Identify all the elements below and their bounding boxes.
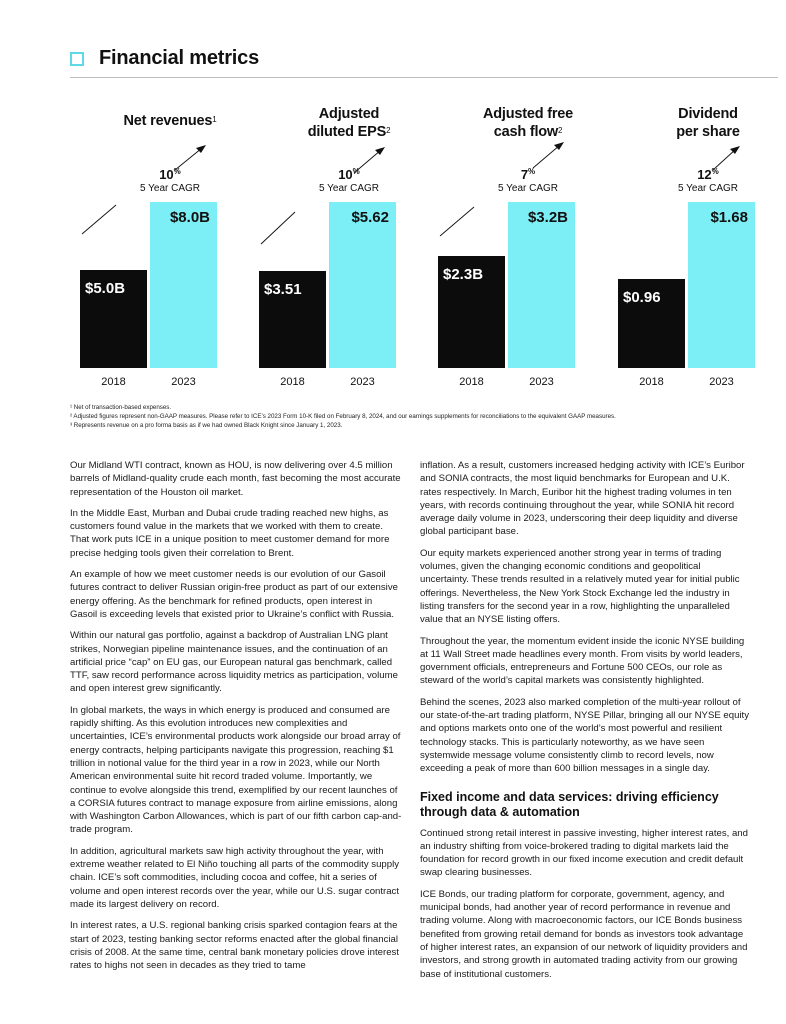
metric-title: Dividend per share bbox=[676, 106, 740, 140]
cagr-value: 7% bbox=[520, 167, 536, 182]
paragraph: inflation. As a result, customers increased hedging activity with ICE’s Euribor and SONIA contracts, the most liquid benchmarks for European and U.K. rates respectively. In March, Euribor hit the highest trading volumes in ten years, with records continuing throughout the year, while SONIA hit record average daily volume in 2023, underscoring their deep liquidity and diverse global participant base. bbox=[420, 460, 745, 538]
paragraph: Our Midland WTI contract, known as HOU, is now delivering over 4.5 million barrels of Midland-quality crude each month, fast becoming the most accurate representation of the Houston oil market. bbox=[70, 460, 401, 498]
bar-label-2023: $3.2B bbox=[527, 209, 568, 226]
metric-adjusted-eps bbox=[259, 0, 439, 400]
footnote-2: ² Adjusted figures represent non-GAAP measures. Please refer to ICE’s 2023 Form 10-K filed on February 8, 2024, and our earnings supplements for reconciliations to the equivalent GAAP measures. bbox=[70, 413, 616, 420]
trend-line bbox=[261, 212, 295, 244]
bar-label-2018: $5.0B bbox=[85, 280, 126, 297]
body-column-left bbox=[70, 459, 402, 980]
bar-label-2018: $2.3B bbox=[443, 266, 484, 283]
year-label-2023: 2023 bbox=[529, 376, 554, 388]
bar-2023 bbox=[688, 202, 755, 368]
trend-line bbox=[82, 205, 116, 234]
footnotes bbox=[70, 403, 780, 430]
paragraph: Continued strong retail interest in passive investing, higher interest rates, and an industry shifting from voice-brokered trading to digital markets laid the foundation for record growth in our fixed income execution and credit default swap clearing businesses. bbox=[420, 827, 748, 879]
bar-label-2023: $1.68 bbox=[710, 209, 748, 226]
paragraph: Throughout the year, the momentum evident inside the iconic NYSE building at 11 Wall Street made headlines every month. From visits by world leaders, government officials, entrepreneurs and Fortune 500 CEOs, our role as steward of the world’s capital markets was consistently highlighted. bbox=[420, 635, 745, 687]
metric-dividend-per-share bbox=[618, 0, 786, 400]
bar-2023 bbox=[150, 202, 217, 368]
bar-2018 bbox=[618, 279, 685, 368]
paragraph: In the Middle East, Murban and Dubai crude trading reached new highs, as customers found value in the markets that we worked with them to create. That work puts ICE in a unique position to meet customer demand for more precise hedging tools given their correlation to Brent. bbox=[70, 507, 390, 559]
page-title: Financial metrics bbox=[99, 47, 259, 69]
cagr-value: 10% bbox=[338, 167, 360, 182]
bar-2018 bbox=[80, 270, 147, 368]
year-label-2023: 2023 bbox=[350, 376, 375, 388]
bar-label-2018: $0.96 bbox=[623, 289, 661, 306]
metric-free-cash-flow bbox=[438, 0, 618, 400]
footnote-3: ³ Represents revenue on a pro forma basis as if we had owned Black Knight since January 1, 2023. bbox=[70, 422, 343, 429]
paragraph: In addition, agricultural markets saw high activity throughout the year, with extreme weather related to El Niño touching all parts of the commodity supply chain. ICE’s soft commodities, including cocoa and coffee, hit a series of volume and open interest records over the year, while our U.S. sugar contract made its largest delivery on record. bbox=[70, 845, 400, 910]
footnote-1: ¹ Net of transaction-based expenses. bbox=[70, 404, 172, 411]
year-label-2018: 2018 bbox=[280, 376, 305, 388]
metric-title: Net revenues$^1$ bbox=[123, 113, 217, 129]
metric-net-revenues bbox=[80, 0, 260, 400]
paragraph: Behind the scenes, 2023 also marked completion of the multi-year rollout of our state-of-the-art trading platform, NYSE Pillar, bringing all our NYSE equity and options markets onto one of the world’s most powerful and resilient technology stacks. This is particularly noteworthy, as we have seen systemwide message volume consistently climb to record levels, now exceeding a peak of more than 600 billion messages in a single day. bbox=[420, 696, 750, 775]
cagr-label: 5 Year CAGR bbox=[497, 183, 559, 194]
trend-line bbox=[440, 207, 474, 236]
metric-title: Adjusted diluted EPS$^2$ bbox=[307, 106, 391, 140]
bar-2023 bbox=[329, 202, 396, 368]
year-label-2018: 2018 bbox=[101, 376, 126, 388]
cagr-value: 12% bbox=[697, 167, 719, 182]
year-label-2023: 2023 bbox=[709, 376, 734, 388]
year-label-2018: 2018 bbox=[639, 376, 664, 388]
paragraph: Our equity markets experienced another strong year in terms of trading volumes, given the changing economic conditions and geopolitical uncertainty. These trends resulted in a relatively muted year for initial public offerings. Nevertheless, the New York Stock Exchange led the industry in listing transfers for the second year in a row, highlighting the unparalleled value that an NYSE listing offers. bbox=[420, 547, 740, 626]
year-label-2023: 2023 bbox=[171, 376, 196, 388]
cagr-label: 5 Year CAGR bbox=[318, 183, 380, 194]
paragraph: In global markets, the ways in which energy is produced and consumed are rapidly shifting. As this evolution introduces new complexities and uncertainties, ICE’s environmental products work alongside our broad array of energy contracts, helping participants navigate this progression, reaching $1 trillion in notional value for the third year in a row in 2023, while our North American environmental suite hit record traded volume. Importantly, we continue to evolve alongside this trend, exemplified by our recent launches of a CORSIA futures contract to manage exposure from airline emissions, along with Washington Carbon Allowances, which is part of our fifth carbon cap-and-trade program. bbox=[70, 704, 402, 836]
trend-arrow-shaft bbox=[533, 145, 560, 168]
bar-label-2023: $5.62 bbox=[351, 209, 389, 226]
metric-title: Adjusted free cash flow$^2$ bbox=[482, 106, 574, 140]
paragraph: Within our natural gas portfolio, against a backdrop of Australian LNG plant strikes, Norwegian pipeline maintenance issues, and the continuation of an artificial price “cap” on EU gas, our European natural gas benchmark, called TTF, saw record performance across liquidity metrics as participation, volume and open interest grew significantly. bbox=[70, 630, 398, 695]
body-column-right bbox=[420, 459, 752, 989]
cagr-label: 5 Year CAGR bbox=[139, 183, 201, 194]
year-label-2018: 2018 bbox=[459, 376, 484, 388]
bar-2018 bbox=[438, 256, 505, 368]
paragraph: In interest rates, a U.S. regional banking crisis sparked contagion fears at the start of 2023, testing banking sector reforms enacted after the global financial crisis of 2008. At the same time, central bank monetary policies drove interest rates to highs not seen in decades as they tried to tame bbox=[70, 920, 400, 972]
paragraph: ICE Bonds, our trading platform for corporate, government, agency, and municipal bonds, had another year of record performance in revenue and trading volume. Along with macroeconomic factors, our ICE Bonds business benefited from growing retail demand for bonds as investors took advantage of higher interest rates, an expansion of our network of liquidity providers and investors, and strong growth in automated trading activity from our growing base of institutional customers. bbox=[420, 888, 748, 980]
bar-2018 bbox=[259, 271, 326, 368]
bar-label-2023: $8.0B bbox=[169, 209, 210, 226]
cagr-label: 5 Year CAGR bbox=[677, 183, 739, 194]
bar-2023 bbox=[508, 202, 575, 368]
section-heading: Fixed income and data services: driving efficiency through data & automation bbox=[420, 789, 719, 819]
cagr-value: 10% bbox=[159, 167, 181, 182]
bar-label-2018: $3.51 bbox=[264, 281, 302, 298]
paragraph: An example of how we meet customer needs is our evolution of our Gasoil futures contract to deliver Russian origin-free product as part of our extensive energy offering. As the benchmark for refined products, open interest in Gasoil is exceeding levels that existed prior to Ukraine’s conflict with Russia. bbox=[70, 569, 398, 620]
